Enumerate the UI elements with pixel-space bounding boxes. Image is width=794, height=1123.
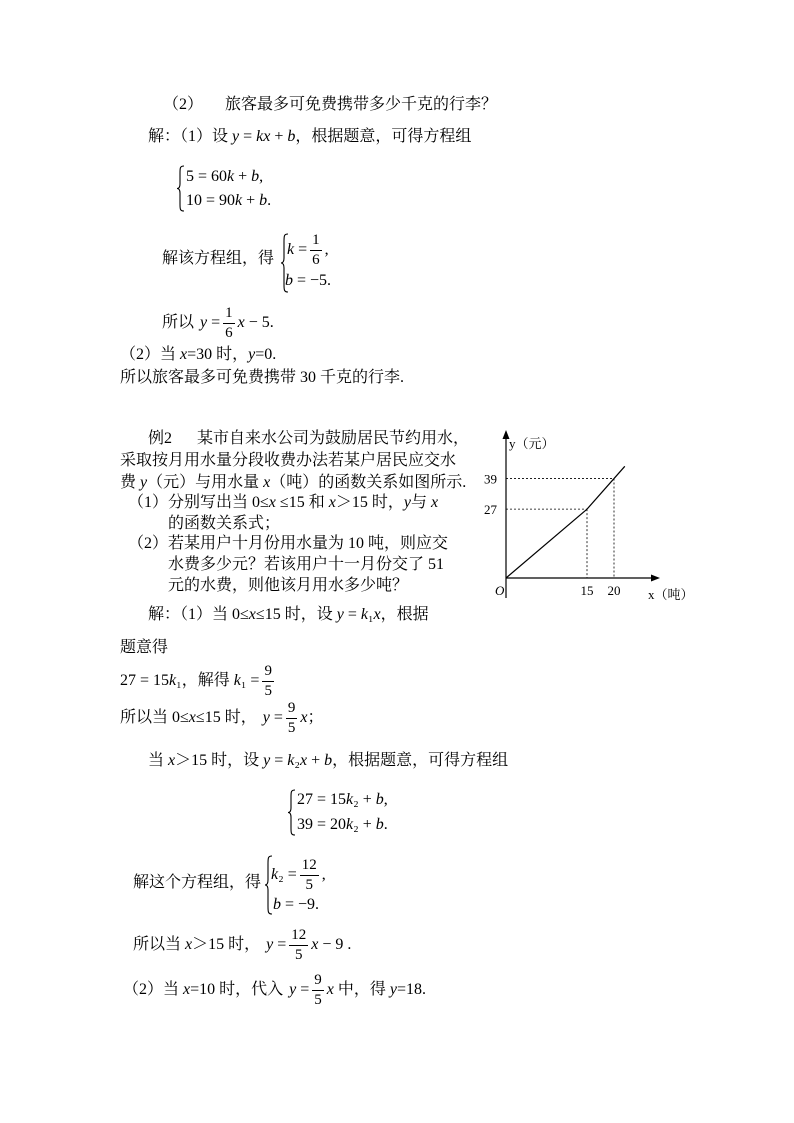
solution-line: 当 x＞15 时，设 y = k₂x + b，根据题意，可得方程组 <box>148 752 509 769</box>
fraction <box>312 972 324 1009</box>
solution-line <box>123 973 426 1007</box>
question-2-line: 水费多少元？若该用户十一月份交了 51 <box>168 556 445 573</box>
fraction-denominator: 5 <box>287 719 296 736</box>
solution-line: 题意得 <box>120 639 169 656</box>
fraction-numerator: 12 <box>289 927 308 946</box>
equation-lhs: y = <box>266 936 287 953</box>
origin-label: O <box>495 583 505 598</box>
part2-conclusion: 所以旅客最多可免费携带 30 千克的行李. <box>120 369 405 386</box>
line-segment <box>587 479 614 510</box>
fraction-numerator: 1 <box>310 232 322 251</box>
equation-tail: x； <box>300 709 324 726</box>
solution-k-row <box>287 233 329 267</box>
equation-tail: x − 9 . <box>311 936 352 953</box>
x-tick-label: 15 <box>580 583 594 598</box>
equation-prefix: 所以当 0≤x≤15 时， <box>120 709 257 726</box>
result-lhs: y = <box>200 314 221 331</box>
fraction <box>289 927 308 964</box>
question-2-text: 旅客最多可免费携带多少千克的行李？ <box>225 96 498 113</box>
question-2-line: 若某用户十月份用水量为 10 吨，则应交 <box>168 535 449 552</box>
fraction-denominator: 6 <box>225 324 233 341</box>
equation-prefix: 所以当 x＞15 时， <box>133 936 261 953</box>
question-2-label: （2） <box>163 96 204 113</box>
fraction-numerator: 9 <box>262 663 274 682</box>
equation-lhs: y = <box>289 981 310 998</box>
system-equation-2: 10 = 90k + b. <box>186 192 272 209</box>
question-1-label: （1） <box>128 494 169 511</box>
fraction-denominator: 5 <box>295 946 303 963</box>
y-tick-label: 39 <box>484 471 497 487</box>
x-axis-arrow <box>651 575 660 582</box>
solution-line <box>120 664 277 698</box>
line-segment <box>506 509 587 578</box>
solve-text: 解这个方程组，得 <box>133 874 262 891</box>
result-prefix: 所以 <box>162 314 195 331</box>
example-intro-line: 某市自来水公司为鼓励居民节约用水， <box>197 430 470 447</box>
fraction-denominator: 6 <box>312 251 320 268</box>
result-line <box>162 306 274 340</box>
system-equation-1: 27 = 15k₂ + b, <box>297 791 388 808</box>
fraction-denominator: 5 <box>314 991 322 1008</box>
fraction-numerator: 9 <box>286 700 298 719</box>
k2-lhs: k₂ = <box>271 866 297 883</box>
equation-lhs: y = <box>262 709 283 726</box>
y-tick-label: 27 <box>484 502 497 518</box>
equation-prefix: （2）当 x=10 时，代入 <box>123 981 284 998</box>
k-tail: , <box>324 241 329 258</box>
question-2-line: 元的水费，则他该月用水多少吨？ <box>168 577 409 594</box>
solution-intro: 解：（1）设 y = kx + b，根据题意，可得方程组 <box>148 128 472 145</box>
example-label: 例2 <box>148 430 173 447</box>
fraction-numerator: 12 <box>300 857 319 876</box>
solution-line: 解：（1）当 0≤x≤15 时，设 y = k₁x，根据 <box>148 606 429 623</box>
question-1-line: 的函数关系式； <box>168 515 281 532</box>
question-1-line: 分别写出当 0≤x ≤15 和 x＞15 时，y与 x <box>168 494 439 511</box>
system-equation-2: 39 = 20k₂ + b. <box>297 816 388 833</box>
result-tail: x − 5. <box>237 314 274 331</box>
solution-b-row: b = −9. <box>273 896 320 913</box>
left-brace <box>176 165 186 212</box>
system-equation-1: 5 = 60k + b, <box>186 168 264 185</box>
fraction <box>310 232 322 269</box>
solution-k2-row <box>271 858 326 892</box>
y-axis-label: y（元） <box>509 436 555 451</box>
fraction-numerator: 1 <box>223 305 235 324</box>
x-tick-label: 20 <box>607 583 621 598</box>
solution-line <box>120 701 323 735</box>
k2-tail: , <box>321 866 326 883</box>
fraction <box>300 857 319 894</box>
fraction-denominator: 5 <box>264 682 272 699</box>
equation-text: 27 = 15k₁，解得 k₁ = <box>120 672 260 689</box>
part2-line: （2）当 x=30 时，y=0. <box>120 346 277 363</box>
example-intro-line: 费 y（元）与用水量 x（吨）的函数关系如图所示. <box>120 474 467 491</box>
fraction-numerator: 9 <box>312 972 324 991</box>
question-2-label: （2） <box>128 535 169 552</box>
solve-text: 解该方程组，得 <box>162 250 275 267</box>
solution-b-row: b = −5. <box>285 272 332 289</box>
solution-line <box>133 928 351 962</box>
line-continuation <box>614 466 625 478</box>
k-lhs: k = <box>287 241 308 258</box>
equation-tail: x 中，得 y=18. <box>326 981 427 998</box>
fraction-denominator: 5 <box>305 876 313 893</box>
x-axis-label: x（吨） <box>648 587 694 602</box>
left-brace <box>287 789 297 836</box>
chart-plot <box>470 420 710 610</box>
fraction <box>223 305 235 342</box>
fraction <box>286 700 298 737</box>
example-intro-line: 采取按月用水量分段收费办法若某户居民应交水 <box>120 452 457 469</box>
fraction <box>262 663 274 700</box>
